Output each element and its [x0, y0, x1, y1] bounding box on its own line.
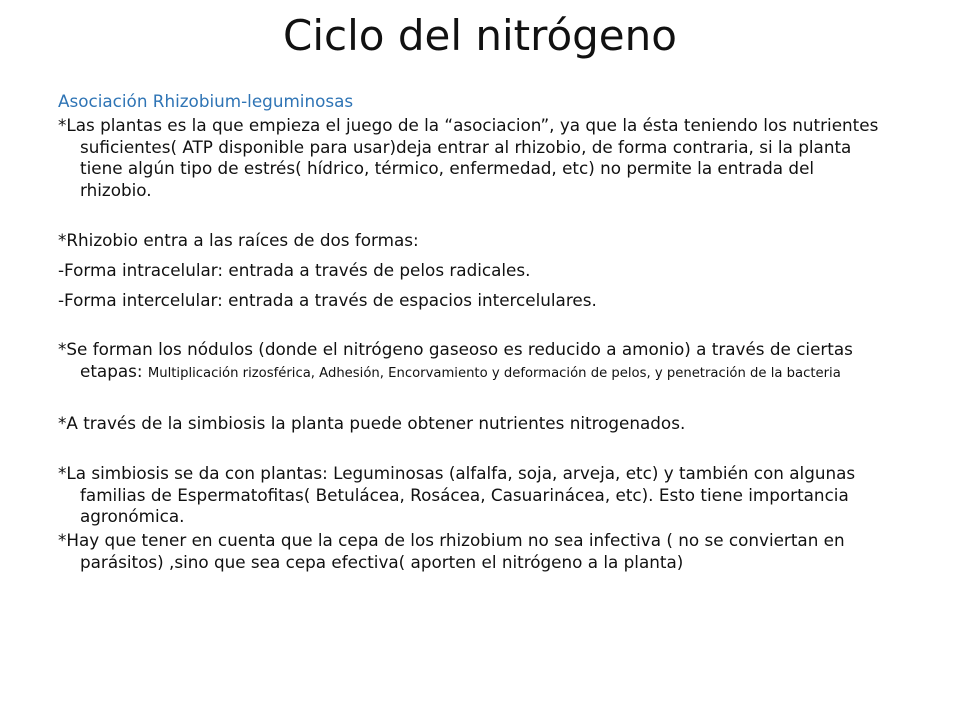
paragraph-forma-intracelular: -Forma intracelular: entrada a través de pelos radicales.	[58, 259, 531, 280]
paragraph-simbiosis-nutrientes: *A través de la simbiosis la planta puede obtener nutrientes nitrogenados.	[58, 412, 686, 433]
paragraph-rhizobio-entrada: *Rhizobio entra a las raíces de dos formas:	[58, 229, 419, 250]
paragraph-simbiosis-plantas: *La simbiosis se da con plantas: Leguminosas (alfalfa, soja, arveja, etc) y también con algunas familias de Espermatofitas( Betulácea, Rosácea, Casuarinácea, etc). Esto tiene importancia agronómica.	[58, 462, 856, 527]
slide-title: Ciclo del nitrógeno	[283, 11, 677, 60]
paragraph-forma-intercelular: -Forma intercelular: entrada a través de espacios intercelulares.	[58, 289, 597, 310]
slide-subtitle: Asociación Rhizobium-leguminosas	[58, 91, 354, 111]
nodulos-main-text: *Se forman los nódulos (donde el nitrógeno gaseoso es reducido a amonio) a través de ciertas etapas:	[58, 339, 853, 382]
nodulos-etapas-text: Multiplicación rizosférica, Adhesión, Encorvamiento y deformación de pelos, y penetración de la bacteria	[147, 366, 841, 382]
paragraph-nodulos	[58, 339, 884, 385]
paragraph-asociacion: *Las plantas es la que empieza el juego de la “asociacion”, ya que la ésta teniendo los nutrientes suficientes( ATP disponible para usar)deja entrar al rhizobio, de forma contraria, si la planta tiene algún tipo de estrés( hídrico, térmico, enfermedad, etc) no permite la entrada del rhizobio.	[58, 114, 879, 201]
paragraph-cepa-efectiva: *Hay que tener en cuenta que la cepa de los rhizobium no sea infectiva ( no se conviertan en parásitos) ,sino que sea cepa efectiva( aporten el nitrógeno a la planta)	[58, 530, 845, 572]
slide-body	[58, 91, 884, 574]
